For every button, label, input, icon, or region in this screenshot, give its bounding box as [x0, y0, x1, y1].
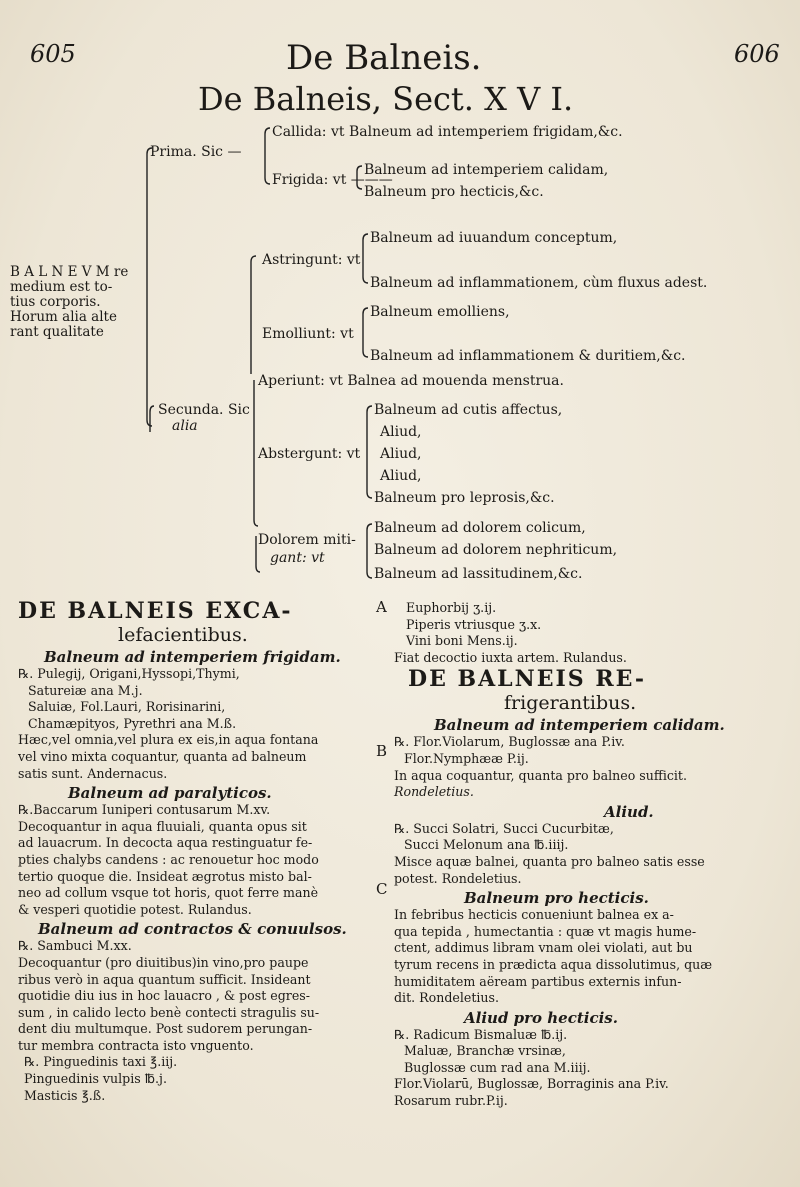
- right-line: Piperis vtriusque ʒ.x.: [406, 616, 542, 632]
- left-line: tertio quoque die. Insideat ægrotus misto bal-: [18, 868, 312, 884]
- right-line: Misce aquæ balnei, quanta pro balneo satis esse: [394, 853, 705, 869]
- right-line: humiditatem aëream partibus externis infun-: [394, 973, 682, 989]
- left-line: ribus verò in aqua quantum sufficit. Insideant: [18, 971, 311, 987]
- right-sub-2: Aliud.: [604, 802, 654, 821]
- right-line: Rondeletius.: [394, 784, 474, 800]
- right-line: qua tepida , humectantia : quæ vt magis hume-: [394, 923, 697, 939]
- right-line: Fiat decoctio iuxta artem. Rulandus.: [394, 649, 627, 665]
- left-line: Decoquantur in aqua fluuiali, quanta opus sit: [18, 818, 307, 834]
- left-sub-2: Balneum ad paralyticos.: [68, 784, 272, 803]
- right-line: In febribus hecticis conueniunt balnea ex a-: [394, 907, 674, 923]
- right-line: ℞. Flor.Violarum, Buglossæ ana P.iv.: [394, 734, 625, 750]
- table-frigida: Frigida: vt ———: [272, 172, 393, 188]
- right-sub-3: Balneum pro hecticis.: [464, 889, 649, 908]
- right-sub-1: Balneum ad intemperiem calidam.: [434, 716, 725, 735]
- right-sub-4: Aliud pro hecticis.: [464, 1008, 618, 1027]
- left-heading: DE BALNEIS EXCA-: [18, 598, 293, 624]
- section-title: De Balneis, Sect. X V I.: [198, 80, 574, 118]
- right-column: [394, 600, 794, 1110]
- left-line: Chamæpityos, Pyrethri ana M.ß.: [28, 715, 237, 731]
- left-sub-3: Balneum ad contractos & conuulsos.: [38, 920, 347, 939]
- left-heading-2: lefacientibus.: [118, 624, 248, 646]
- right-line: Vini boni Mens.ij.: [406, 633, 518, 649]
- table-balneum-duritiem: Balneum ad inflammationem & duritiem,&c.: [370, 348, 686, 364]
- table-balneum-nephriticum: Balneum ad dolorem nephriticum,: [374, 542, 618, 558]
- margin-letter-b: B: [376, 742, 388, 760]
- margin-letter-a: A: [376, 598, 387, 616]
- table-balneum-cutis: Balneum ad cutis affectus,: [374, 402, 563, 418]
- right-line: dit. Rondeletius.: [394, 990, 499, 1006]
- margin-letter-c: C: [376, 880, 388, 898]
- table-prima: Prima. Sic —: [150, 144, 242, 160]
- left-line: pties chalybs candens : ac renouetur hoc modo: [18, 851, 319, 867]
- table-balneum-inflammationem: Balneum ad inflammationem, cùm fluxus adest.: [370, 275, 708, 291]
- right-line: Rosarum rubr.P.ij.: [394, 1093, 508, 1109]
- table-abstergunt: Abstergunt: vt: [258, 446, 361, 462]
- table-balneum-leprosis: Balneum pro leprosis,&c.: [374, 490, 555, 506]
- running-title: De Balneis.: [286, 38, 482, 78]
- left-line: Saluiæ, Fol.Lauri, Rorisinarini,: [28, 699, 226, 715]
- left-line: Masticis ℥.ß.: [24, 1087, 106, 1103]
- left-line: ℞. Pulegij, Origani,Hyssopi,Thymi,: [18, 666, 240, 681]
- right-line: ctent, addimus libram vnam olei violati, aut bu: [394, 940, 693, 956]
- table-aperiunt: Aperiunt: vt Balnea ad mouenda menstrua.: [258, 373, 564, 389]
- table-balneum-colicum: Balneum ad dolorem colicum,: [374, 520, 586, 536]
- right-line: Flor.Nymphææ P.ij.: [404, 750, 529, 766]
- left-intro-1: medium est to-: [10, 279, 113, 295]
- table-alia: alia: [172, 418, 198, 434]
- right-line: Buglossæ cum rad ana M.iiij.: [404, 1059, 591, 1075]
- left-line: ad lauacrum. In decocta aqua restinguatur fe-: [18, 835, 313, 851]
- right-line: Maluæ, Branchæ vrsinæ,: [404, 1043, 566, 1059]
- left-line: sum , in calido lecto benè contecti stragulis su-: [18, 1004, 320, 1020]
- left-line: ℞. Sambuci M.xx.: [18, 938, 132, 954]
- right-line: Succi Melonum ana ℔.iiij.: [404, 837, 569, 853]
- right-line: ℞. Succi Solatri, Succi Cucurbitæ,: [394, 820, 614, 836]
- table-balneum-calidam: Balneum ad intemperiem calidam,: [364, 162, 609, 178]
- left-column: [18, 598, 370, 1104]
- left-intro-4: rant qualitate: [10, 324, 104, 340]
- table-balneum-emolliens: Balneum emolliens,: [370, 304, 510, 320]
- right-line: Euphorbij ʒ.ij.: [406, 600, 497, 615]
- left-line: satis sunt. Andernacus.: [18, 765, 168, 781]
- left-line: Pinguedinis vulpis ℔.j.: [24, 1071, 167, 1087]
- right-heading: DE BALNEIS RE-: [408, 666, 646, 693]
- table-aliud-3: Aliud,: [380, 468, 422, 484]
- left-intro-0: B A L N E V M re: [10, 264, 129, 280]
- left-line: Satureiæ ana M.j.: [28, 682, 143, 698]
- left-line: quotidie diu ius in hoc lauacro , & post egres-: [18, 988, 310, 1004]
- table-astringunt: Astringunt: vt: [262, 252, 361, 268]
- right-heading-2: frigerantibus.: [504, 692, 637, 715]
- left-line: neo ad collum vsque tot horis, quot ferre manè: [18, 885, 319, 901]
- table-dolorem: Dolorem miti-: [258, 532, 356, 548]
- table-secunda: Secunda. Sic: [158, 402, 250, 418]
- table-aliud-1: Aliud,: [380, 424, 422, 440]
- right-line: tyrum recens in prædicta aqua dissolutimus, quæ: [394, 956, 713, 972]
- page-number-right: 606: [734, 40, 780, 68]
- left-sub-1: Balneum ad intemperiem frigidam.: [44, 648, 341, 666]
- left-line: & vesperi quotidie potest. Rulandus.: [18, 901, 252, 917]
- table-callida: Callida: vt Balneum ad intemperiem frigidam,&c.: [272, 124, 623, 140]
- right-line: ℞. Radicum Bismaluæ ℔.ij.: [394, 1026, 568, 1042]
- table-balneum-lassitudinem: Balneum ad lassitudinem,&c.: [374, 566, 583, 582]
- table-aliud-2: Aliud,: [380, 446, 422, 462]
- left-line: dent diu multumque. Post sudorem perungan-: [18, 1021, 313, 1037]
- left-line: vel vino mixta coquantur, quanta ad balneum: [18, 748, 307, 764]
- left-line: Decoquantur (pro diuitibus)in vino,pro paupe: [18, 954, 309, 970]
- left-intro-2: tius corporis.: [10, 294, 101, 310]
- left-line: ℞. Pinguedinis taxi ℥.iij.: [24, 1054, 178, 1070]
- left-line: Hæc,vel omnia,vel plura ex eis,in aqua fontana: [18, 732, 319, 748]
- left-line: ℞.Baccarum Iuniperi contusarum M.xv.: [18, 802, 271, 818]
- table-balneum-iuuandum: Balneum ad iuuandum conceptum,: [370, 230, 618, 246]
- right-line: potest. Rondeletius.: [394, 870, 522, 886]
- table-emolliunt: Emolliunt: vt: [262, 326, 354, 342]
- right-line: Flor.Violarū, Buglossæ, Borraginis ana P.iv.: [394, 1076, 669, 1092]
- left-line: tur membra contracta isto vnguento.: [18, 1037, 254, 1053]
- page-number-left: 605: [30, 40, 76, 68]
- table-balneum-hecticis: Balneum pro hecticis,&c.: [364, 184, 544, 200]
- table-gant: gant: vt: [270, 550, 325, 566]
- right-line: In aqua coquantur, quanta pro balneo sufficit.: [394, 767, 687, 783]
- left-intro-3: Horum alia alte: [10, 309, 117, 325]
